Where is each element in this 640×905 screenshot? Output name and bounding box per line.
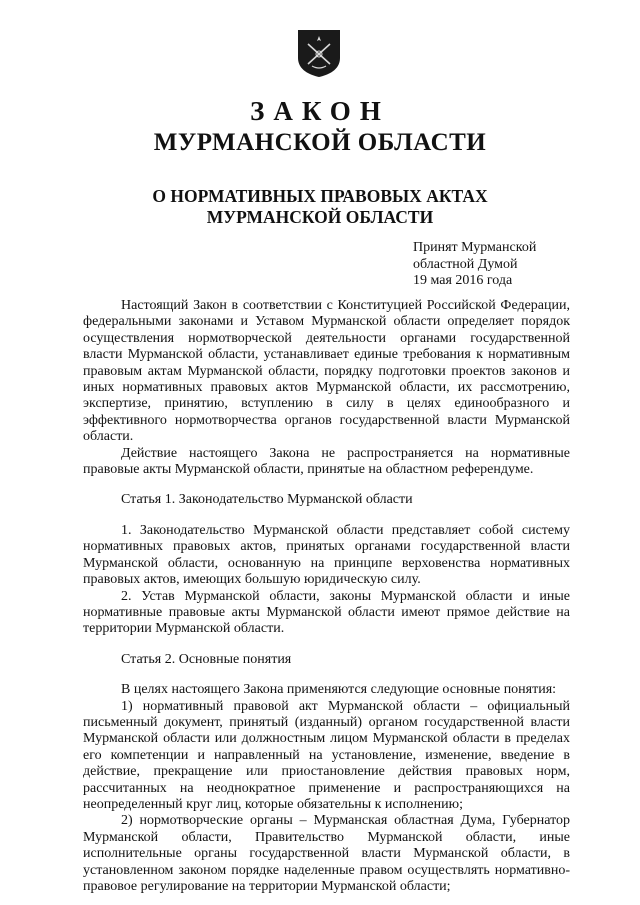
article-heading: Статья 2. Основные понятия xyxy=(121,651,292,667)
adoption-line: областной Думой xyxy=(413,256,518,272)
law-subtitle xyxy=(0,186,640,228)
adoption-line: Принят Мурманской xyxy=(413,240,537,255)
article-heading: Статья 1. Законодательство Мурманской области xyxy=(121,492,413,508)
preamble-paragraph: Настоящий Закон в соответствии с Конституцией Российской Федерации, федеральными законами и Уставом Мурманской области определяет порядок осуществления нормотворческой деятельности органами государственной власти Мурманской области, устанавливает единые требования к нормативным правовым актам Мурманской области, порядку подготовки проектов законов и иных нормативных правовых актов Мурманской области, их рассмотрению, экспертизе, принятию, вступлению в силу в целях единообразного и эффективного нормотворчества органов государственной власти Мурманской области. xyxy=(83,298,570,445)
definition-item: 1) нормативный правовой акт Мурманской области – официальный письменный документ, принятый (изданный) органом государственной власти Мурманской области или должностным лицом Мурманской области в пределах его компетенции и направленный на установление, изменение, введение в действие, прекращение или приостановление действия правовых норм, рассчитанных на неоднократное применение и распространяющихся на неопределенный круг лиц, которые обязательны к исполнению; xyxy=(83,698,570,812)
adoption-note xyxy=(413,240,583,290)
coat-of-arms-icon xyxy=(296,28,342,78)
region-title: МУРМАНСКОЙ ОБЛАСТИ xyxy=(153,129,487,156)
law-body xyxy=(83,298,570,895)
article-paragraph: 2. Устав Мурманской области, законы Мурманской области и иные нормативные правовые акты Мурманской области имеют прямое действие на территории Мурманской области. xyxy=(83,588,570,637)
subtitle-line: О НОРМАТИВНЫХ ПРАВОВЫХ АКТАХ xyxy=(152,186,488,206)
adoption-date: 19 мая 2016 года xyxy=(413,273,513,288)
article-paragraph: 1. Законодательство Мурманской области представляет собой систему нормативных правовых актов, принятых органами государственной власти Мурманской области, основанную на принципе верховенства нормативных правовых актов, имеющих большую юридическую силу. xyxy=(83,522,570,588)
definition-item: 2) нормотворческие органы – Мурманская областная Дума, Губернатор Мурманской области, Правительство Мурманской области, иные исполнительные органы государственной власти Мурманской области, в установленном законом порядке наделенные правом осуществлять нормативно-правовое регулирование на территории Мурманской области; xyxy=(83,813,570,894)
article-paragraph: В целях настоящего Закона применяются следующие основные понятия: xyxy=(121,682,557,698)
subtitle-line: МУРМАНСКОЙ ОБЛАСТИ xyxy=(206,207,434,227)
preamble-paragraph: Действие настоящего Закона не распространяется на нормативные правовые акты Мурманской области, принятые на областном референдуме. xyxy=(83,445,570,478)
law-title: ЗАКОН xyxy=(250,96,390,126)
